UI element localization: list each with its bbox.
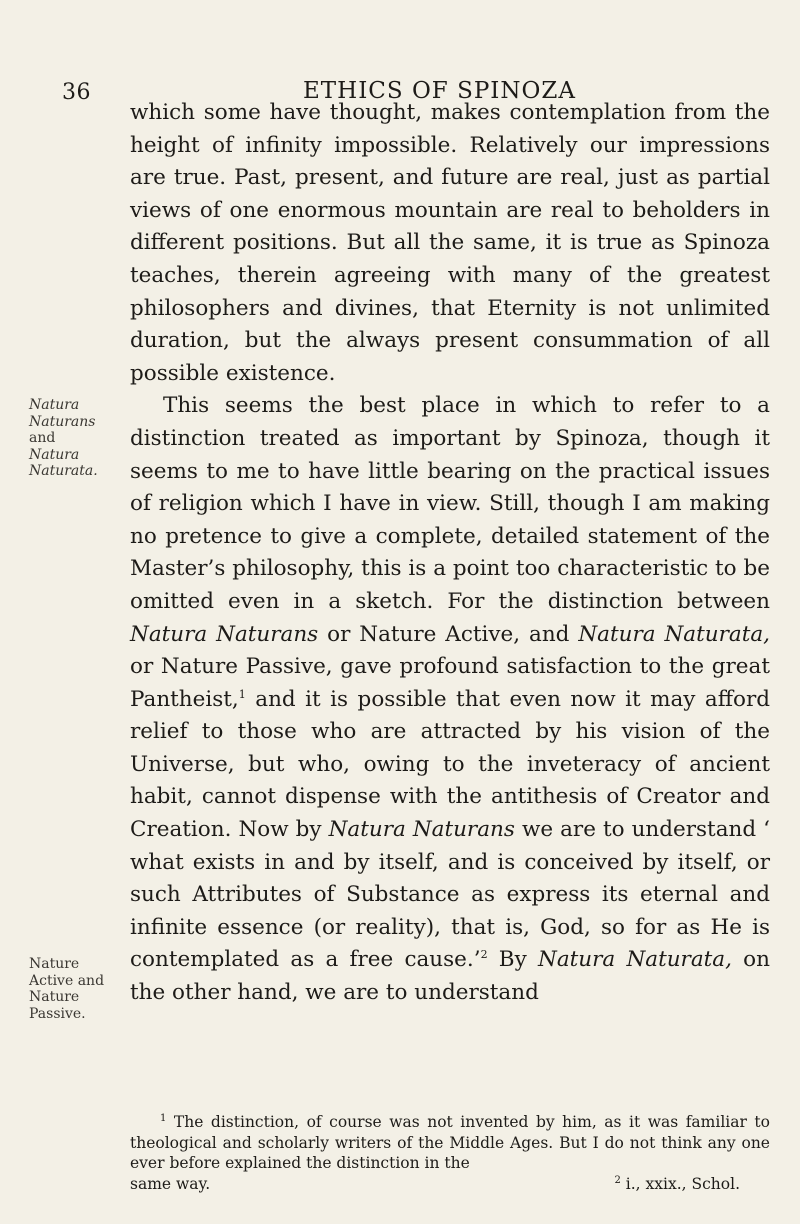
text-run: or Nature Passive, gave profound satisfaction to the great Pantheist,	[130, 654, 770, 712]
footnote-mark: 2	[614, 1174, 621, 1186]
margin-note-line: Naturans	[29, 413, 96, 430]
footnote-mark: 1	[160, 1113, 167, 1124]
footnote-1	[130, 1112, 770, 1174]
text-run: on the other hand, we are to understand	[130, 947, 770, 1006]
footnote-text: i., xxix., Schol.	[625, 1174, 740, 1193]
paragraph-continuation: which some have thought, makes contemplation from the height of infinity impossible. Relatively our impressions are true. Past, present, and future are real, just as partial views of one enormous mountain are real to beholders in different positions. But all the same, it is true as Spinoza teaches, therein agreeing with many of the greatest philosophers and divines, that Eternity is not unlimited duration, but the always present consummation of all possible existence.	[130, 100, 770, 386]
margin-note-line: Naturata.	[29, 463, 98, 479]
italic-term: Natura Naturata,	[538, 947, 732, 973]
margin-note-line: Passive.	[29, 1005, 86, 1022]
text-run: we are to understand ‘ what exists in and by itself, and is conceived by itself, or such Attributes of Substance as express its eternal and infinite essence (or reality), that is, God, so for as He is contemplated as a free cause.’	[130, 817, 770, 973]
margin-note-line: and	[29, 430, 56, 446]
italic-term: Natura Naturans	[328, 817, 515, 843]
footnote-ref-2: 2	[480, 948, 488, 962]
paragraph-natura-naturans	[130, 390, 770, 1009]
page-number: 36	[62, 80, 91, 105]
margin-note-line: Nature	[29, 956, 80, 972]
footnote-ref-1: 1	[238, 687, 246, 701]
margin-note-line: Natura	[29, 397, 80, 413]
body-text	[130, 97, 770, 1010]
text-run: By	[487, 947, 538, 973]
footnote-1-end: same way.	[130, 1174, 211, 1193]
margin-note-line: Active and	[29, 972, 105, 989]
footnote-last-line	[130, 1174, 770, 1195]
text-run: and it is possible that even now it may afford relief to those who are attracted by his vision of the Universe, but who, owing to the inveteracy of ancient habit, cannot dispense with the antithesis of Creator and Creation. Now by	[130, 686, 770, 843]
running-head: ETHICS OF SPINOZA	[303, 78, 576, 104]
margin-note-nature-active	[29, 956, 104, 1022]
footnote-2	[614, 1174, 770, 1195]
margin-note-line: Natura	[29, 446, 80, 463]
margin-note-line: Nature	[29, 989, 80, 1005]
italic-term: Natura Naturans	[130, 621, 319, 647]
text-run: or Nature Active, and	[318, 621, 579, 647]
italic-term: Natura Naturata,	[578, 621, 770, 647]
footnote-text: The distinction, of course was not invented by him, as it was familiar to theological and scholarly writers of the Middle Ages. But I do not think any one ever before explained the distinction in the	[130, 1113, 770, 1172]
margin-note-natura-naturans	[29, 397, 98, 480]
footnotes	[130, 1112, 770, 1194]
text-run: This seems the best place in which to refer to a distinction treated as important by Spinoza, though it seems to me to have little bearing on the practical issues of religion which I have in view. Still, though I am making no pretence to give a complete, detailed statement of the Master’s philosophy, this is a point too characteristic to be omitted even in a sketch. For the distinction between	[130, 393, 770, 614]
